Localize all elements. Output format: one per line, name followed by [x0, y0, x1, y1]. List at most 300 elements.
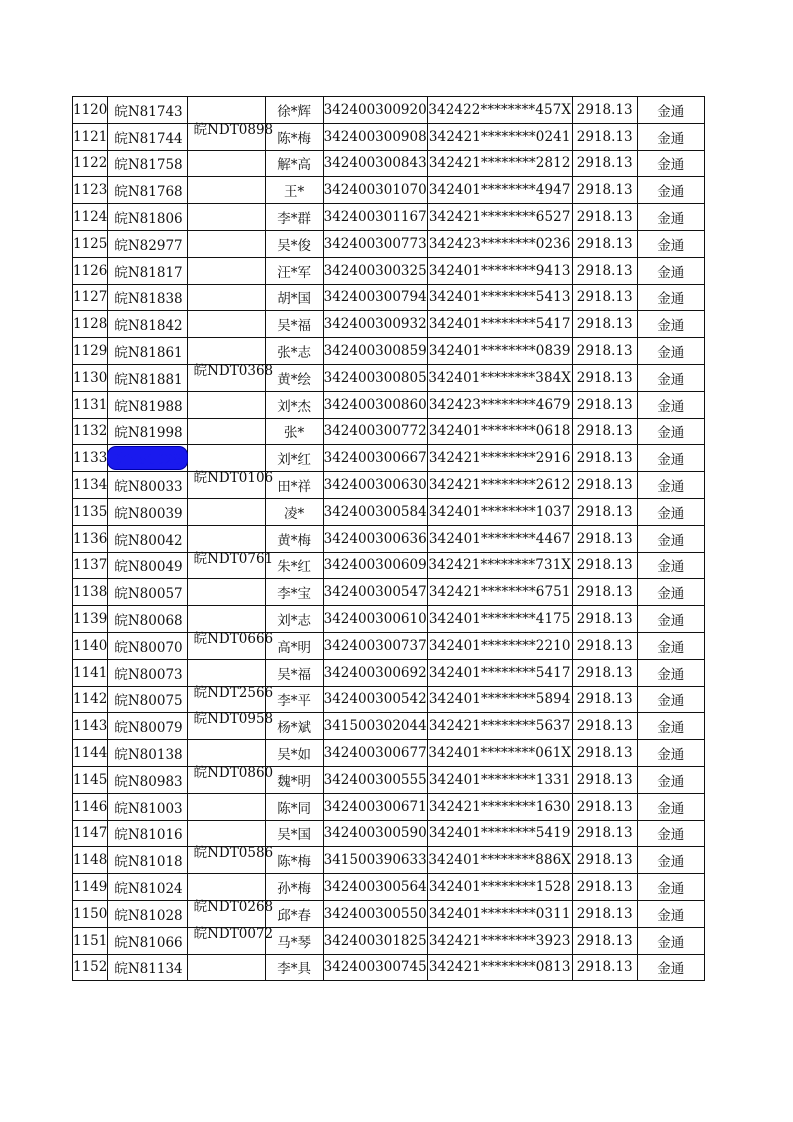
name-cell[interactable]: 吴*国: [265, 820, 323, 847]
table-row[interactable]: [73, 364, 705, 391]
plate-cell[interactable]: 皖N80075: [108, 686, 187, 713]
table-row[interactable]: [73, 552, 705, 579]
data-table: [72, 96, 705, 981]
code-cell[interactable]: [187, 793, 265, 820]
amount-cell[interactable]: 2918.13: [572, 418, 637, 445]
plate-cell[interactable]: 皖N80138: [108, 740, 187, 767]
bank-cell[interactable]: 金通: [637, 606, 704, 633]
bank-cell[interactable]: 金通: [637, 874, 704, 901]
row-index-cell[interactable]: 1137: [73, 552, 108, 579]
id-number-cell[interactable]: 342401********384X: [427, 364, 572, 391]
account-cell[interactable]: 342400300920: [323, 97, 427, 124]
amount-cell[interactable]: 2918.13: [572, 579, 637, 606]
name-cell[interactable]: 杨*斌: [265, 713, 323, 740]
table-row[interactable]: [73, 257, 705, 284]
account-cell[interactable]: 342400300745: [323, 954, 427, 981]
row-index-cell[interactable]: 1144: [73, 740, 108, 767]
bank-cell[interactable]: 金通: [637, 900, 704, 927]
table-row[interactable]: [73, 472, 705, 499]
name-cell[interactable]: 田*祥: [265, 472, 323, 499]
bank-cell[interactable]: 金通: [637, 338, 704, 365]
account-cell[interactable]: 342400300737: [323, 632, 427, 659]
amount-cell[interactable]: 2918.13: [572, 284, 637, 311]
table-row[interactable]: [73, 123, 705, 150]
account-cell[interactable]: 342400300932: [323, 311, 427, 338]
account-cell[interactable]: 342400300555: [323, 766, 427, 793]
plate-cell[interactable]: 皖N81134: [108, 954, 187, 981]
row-index-cell[interactable]: 1142: [73, 686, 108, 713]
id-number-cell[interactable]: 342401********061X: [427, 740, 572, 767]
row-index-cell[interactable]: 1147: [73, 820, 108, 847]
table-row[interactable]: [73, 927, 705, 954]
bank-cell[interactable]: 金通: [637, 123, 704, 150]
row-index-cell[interactable]: 1148: [73, 847, 108, 874]
row-index-cell[interactable]: 1129: [73, 338, 108, 365]
plate-cell[interactable]: 皖N80042: [108, 525, 187, 552]
bank-cell[interactable]: 金通: [637, 257, 704, 284]
code-text: 皖NDT0898: [193, 121, 274, 138]
id-number-cell[interactable]: 342401********0618: [427, 418, 572, 445]
name-cell[interactable]: 解*高: [265, 150, 323, 177]
bank-cell[interactable]: 金通: [637, 177, 704, 204]
id-number-cell[interactable]: 342401********2210: [427, 632, 572, 659]
row-index-cell[interactable]: 1126: [73, 257, 108, 284]
name-cell[interactable]: 李*具: [265, 954, 323, 981]
id-number-cell[interactable]: 342421********2612: [427, 472, 572, 499]
account-cell[interactable]: 342400300671: [323, 793, 427, 820]
id-number-cell[interactable]: 342401********1528: [427, 874, 572, 901]
id-number-cell[interactable]: 342401********4467: [427, 525, 572, 552]
id-number-cell[interactable]: 342421********1630: [427, 793, 572, 820]
code-cell[interactable]: [187, 311, 265, 338]
plate-cell[interactable]: 皖N81861: [108, 338, 187, 365]
amount-cell[interactable]: 2918.13: [572, 338, 637, 365]
table-row[interactable]: [73, 525, 705, 552]
code-text: 皖NDT0586: [193, 845, 274, 862]
code-cell[interactable]: [187, 362, 274, 391]
code-cell[interactable]: [187, 257, 265, 284]
row-index-cell[interactable]: 1134: [73, 472, 108, 499]
id-number-cell[interactable]: 342421********731X: [427, 552, 572, 579]
amount-cell[interactable]: 2918.13: [572, 204, 637, 231]
bank-cell[interactable]: 金通: [637, 686, 704, 713]
code-text: 皖NDT0268: [193, 898, 274, 915]
id-number-cell[interactable]: 342401********0311: [427, 900, 572, 927]
name-cell[interactable]: 徐*辉: [265, 97, 323, 124]
plate-cell[interactable]: 皖N81842: [108, 311, 187, 338]
row-index-cell[interactable]: 1140: [73, 632, 108, 659]
row-index-cell[interactable]: 1124: [73, 204, 108, 231]
account-cell[interactable]: 342400300859: [323, 338, 427, 365]
name-cell[interactable]: 陈*梅: [265, 847, 323, 874]
amount-cell[interactable]: 2918.13: [572, 311, 637, 338]
code-cell[interactable]: [187, 204, 265, 231]
plate-cell[interactable]: 皖N82977: [108, 230, 187, 257]
id-number-cell[interactable]: 342421********6751: [427, 579, 572, 606]
plate-cell[interactable]: 皖N81838: [108, 284, 187, 311]
id-number-cell[interactable]: 342401********9413: [427, 257, 572, 284]
bank-cell[interactable]: 金通: [637, 472, 704, 499]
table-row[interactable]: [73, 311, 705, 338]
row-index-cell[interactable]: 1120: [73, 97, 108, 124]
plate-cell[interactable]: 皖N81016: [108, 820, 187, 847]
plate-cell[interactable]: 皖N81817: [108, 257, 187, 284]
table-row[interactable]: [73, 338, 705, 365]
bank-cell[interactable]: 金通: [637, 713, 704, 740]
name-cell[interactable]: 黄*绘: [265, 364, 323, 391]
code-cell[interactable]: [187, 579, 265, 606]
plate-cell[interactable]: 皖N80049: [108, 552, 187, 579]
plate-cell[interactable]: 皖N81744: [108, 123, 187, 150]
code-cell[interactable]: [187, 121, 274, 150]
row-index-cell[interactable]: 1149: [73, 874, 108, 901]
row-index-cell[interactable]: 1133: [73, 445, 108, 472]
bank-cell[interactable]: 金通: [637, 847, 704, 874]
table-row[interactable]: [73, 150, 705, 177]
table-row[interactable]: [73, 632, 705, 659]
account-cell[interactable]: 342400300773: [323, 230, 427, 257]
amount-cell[interactable]: 2918.13: [572, 820, 637, 847]
account-cell[interactable]: 342400300550: [323, 900, 427, 927]
account-cell[interactable]: 342400300610: [323, 606, 427, 633]
account-cell[interactable]: 342400300609: [323, 552, 427, 579]
account-cell[interactable]: 342400300630: [323, 472, 427, 499]
code-cell[interactable]: [187, 925, 274, 954]
id-number-cell[interactable]: 342422********457X: [427, 97, 572, 124]
plate-cell[interactable]: 皖N81998: [108, 418, 187, 445]
table-row[interactable]: [73, 686, 705, 713]
account-cell[interactable]: 342400300843: [323, 150, 427, 177]
amount-cell[interactable]: 2918.13: [572, 150, 637, 177]
id-number-cell[interactable]: 342421********0241: [427, 123, 572, 150]
amount-cell[interactable]: 2918.13: [572, 472, 637, 499]
bank-cell[interactable]: 金通: [637, 204, 704, 231]
name-cell[interactable]: 邱*春: [265, 900, 323, 927]
table-row[interactable]: [73, 954, 705, 981]
code-text: 皖NDT2566: [193, 684, 274, 701]
plate-cell[interactable]: 皖N81881: [108, 364, 187, 391]
row-index-cell[interactable]: 1122: [73, 150, 108, 177]
plate-cell[interactable]: 皖N80033: [108, 472, 187, 499]
table-row[interactable]: [73, 230, 705, 257]
plate-cell[interactable]: 皖N80068: [108, 606, 187, 633]
row-index-cell[interactable]: 1130: [73, 364, 108, 391]
id-number-cell[interactable]: 342401********5417: [427, 311, 572, 338]
account-cell[interactable]: 342400300794: [323, 284, 427, 311]
bank-cell[interactable]: 金通: [637, 445, 704, 472]
account-cell[interactable]: 342400301167: [323, 204, 427, 231]
plate-cell[interactable]: 皖N81806: [108, 204, 187, 231]
row-index-cell[interactable]: 1145: [73, 766, 108, 793]
account-cell[interactable]: 342400300860: [323, 391, 427, 418]
table-row[interactable]: [73, 659, 705, 686]
name-cell[interactable]: 陈*梅: [265, 123, 323, 150]
bank-cell[interactable]: 金通: [637, 927, 704, 954]
id-number-cell[interactable]: 342401********5417: [427, 659, 572, 686]
id-number-cell[interactable]: 342421********5637: [427, 713, 572, 740]
name-cell[interactable]: 吴*俊: [265, 230, 323, 257]
bank-cell[interactable]: 金通: [637, 418, 704, 445]
amount-cell[interactable]: 2918.13: [572, 552, 637, 579]
table-row[interactable]: [73, 204, 705, 231]
amount-cell[interactable]: 2918.13: [572, 391, 637, 418]
code-cell[interactable]: [187, 630, 274, 659]
amount-cell[interactable]: 2918.13: [572, 123, 637, 150]
amount-cell[interactable]: 2918.13: [572, 686, 637, 713]
code-cell[interactable]: [187, 284, 265, 311]
plate-cell[interactable]: 皖N80073: [108, 659, 187, 686]
code-cell[interactable]: [187, 418, 265, 445]
bank-cell[interactable]: 金通: [637, 364, 704, 391]
code-text: 皖NDT0106: [193, 470, 274, 487]
amount-cell[interactable]: 2918.13: [572, 927, 637, 954]
bank-cell[interactable]: 金通: [637, 793, 704, 820]
code-cell[interactable]: [187, 954, 265, 981]
plate-cell[interactable]: 皖N80057: [108, 579, 187, 606]
bank-cell[interactable]: 金通: [637, 659, 704, 686]
code-text: 皖NDT0761: [193, 550, 274, 567]
row-index-cell[interactable]: 1125: [73, 230, 108, 257]
highlighted-plate: 皖N80028: [108, 447, 186, 469]
code-text: 皖NDT0958: [193, 711, 274, 728]
name-cell[interactable]: 陈*同: [265, 793, 323, 820]
table-row[interactable]: [73, 97, 705, 124]
account-cell[interactable]: 342400301070: [323, 177, 427, 204]
name-cell[interactable]: 凌*: [265, 498, 323, 525]
bank-cell[interactable]: 金通: [637, 552, 704, 579]
id-number-cell[interactable]: 342423********4679: [427, 391, 572, 418]
amount-cell[interactable]: 2918.13: [572, 847, 637, 874]
row-index-cell[interactable]: 1146: [73, 793, 108, 820]
bank-cell[interactable]: 金通: [637, 97, 704, 124]
bank-cell[interactable]: 金通: [637, 740, 704, 767]
row-index-cell[interactable]: 1150: [73, 900, 108, 927]
bank-cell[interactable]: 金通: [637, 632, 704, 659]
amount-cell[interactable]: 2918.13: [572, 793, 637, 820]
table-row[interactable]: [73, 793, 705, 820]
code-cell[interactable]: [187, 230, 265, 257]
amount-cell[interactable]: 2918.13: [572, 97, 637, 124]
bank-cell[interactable]: 金通: [637, 766, 704, 793]
code-cell[interactable]: [187, 764, 274, 793]
name-cell[interactable]: 黄*梅: [265, 525, 323, 552]
plate-cell[interactable]: 皖N81003: [108, 793, 187, 820]
account-cell[interactable]: 342400300547: [323, 579, 427, 606]
amount-cell[interactable]: 2918.13: [572, 177, 637, 204]
name-cell[interactable]: 张*志: [265, 338, 323, 365]
row-index-cell[interactable]: 1143: [73, 713, 108, 740]
id-number-cell[interactable]: 342401********5894: [427, 686, 572, 713]
code-cell[interactable]: [187, 498, 265, 525]
amount-cell[interactable]: 2918.13: [572, 606, 637, 633]
code-text: 皖NDT0860: [193, 764, 274, 781]
amount-cell[interactable]: 2918.13: [572, 525, 637, 552]
name-cell[interactable]: 吴*福: [265, 311, 323, 338]
row-index-cell[interactable]: 1123: [73, 177, 108, 204]
bank-cell[interactable]: 金通: [637, 525, 704, 552]
amount-cell[interactable]: 2918.13: [572, 632, 637, 659]
table-row[interactable]: [73, 284, 705, 311]
amount-cell[interactable]: 2918.13: [572, 900, 637, 927]
amount-cell[interactable]: 2918.13: [572, 713, 637, 740]
name-cell[interactable]: 马*琴: [265, 927, 323, 954]
name-cell[interactable]: 李*平: [265, 686, 323, 713]
code-cell[interactable]: [187, 845, 274, 874]
row-index-cell[interactable]: 1152: [73, 954, 108, 981]
account-cell[interactable]: 342400300325: [323, 257, 427, 284]
name-cell[interactable]: 高*明: [265, 632, 323, 659]
plate-cell[interactable]: 皖N81988: [108, 391, 187, 418]
code-cell[interactable]: [187, 550, 274, 579]
account-cell[interactable]: 342400300805: [323, 364, 427, 391]
code-cell[interactable]: [187, 177, 265, 204]
account-cell[interactable]: 342400300772: [323, 418, 427, 445]
amount-cell[interactable]: 2918.13: [572, 498, 637, 525]
name-cell[interactable]: 张*: [265, 418, 323, 445]
account-cell[interactable]: 341500302044: [323, 713, 427, 740]
id-number-cell[interactable]: 342401********886X: [427, 847, 572, 874]
amount-cell[interactable]: 2918.13: [572, 874, 637, 901]
account-cell[interactable]: 342400300677: [323, 740, 427, 767]
name-cell[interactable]: 刘*红: [265, 445, 323, 472]
account-cell[interactable]: 342400300564: [323, 874, 427, 901]
row-index-cell[interactable]: 1131: [73, 391, 108, 418]
id-number-cell[interactable]: 342423********0236: [427, 230, 572, 257]
row-index-cell[interactable]: 1138: [73, 579, 108, 606]
code-cell[interactable]: [187, 711, 274, 740]
amount-cell[interactable]: 2918.13: [572, 257, 637, 284]
plate-cell[interactable]: 皖N81018: [108, 847, 187, 874]
id-number-cell[interactable]: 342421********2812: [427, 150, 572, 177]
name-cell[interactable]: 王*: [265, 177, 323, 204]
amount-cell[interactable]: 2918.13: [572, 766, 637, 793]
row-index-cell[interactable]: 1136: [73, 525, 108, 552]
row-index-cell[interactable]: 1128: [73, 311, 108, 338]
account-cell[interactable]: 342400300667: [323, 445, 427, 472]
row-index-cell[interactable]: 1139: [73, 606, 108, 633]
table-row[interactable]: [73, 847, 705, 874]
bank-cell[interactable]: 金通: [637, 284, 704, 311]
name-cell[interactable]: 吴*福: [265, 659, 323, 686]
row-index-cell[interactable]: 1121: [73, 123, 108, 150]
plate-cell[interactable]: 皖N81758: [108, 150, 187, 177]
name-cell[interactable]: 李*宝: [265, 579, 323, 606]
account-cell[interactable]: 342400300692: [323, 659, 427, 686]
bank-cell[interactable]: 金通: [637, 820, 704, 847]
name-cell[interactable]: 刘*杰: [265, 391, 323, 418]
code-text: 皖NDT0072: [193, 925, 274, 942]
account-cell[interactable]: 342400300636: [323, 525, 427, 552]
code-cell[interactable]: [187, 470, 274, 499]
id-number-cell[interactable]: 342421********3923: [427, 927, 572, 954]
table-row[interactable]: [73, 177, 705, 204]
amount-cell[interactable]: 2918.13: [572, 230, 637, 257]
plate-cell[interactable]: 皖N80039: [108, 498, 187, 525]
id-number-cell[interactable]: 342401********4175: [427, 606, 572, 633]
id-number-cell[interactable]: 342401********1037: [427, 498, 572, 525]
bank-cell[interactable]: 金通: [637, 230, 704, 257]
plate-cell[interactable]: [108, 445, 187, 472]
account-cell[interactable]: 342400300542: [323, 686, 427, 713]
id-number-cell[interactable]: 342401********0839: [427, 338, 572, 365]
row-index-cell[interactable]: 1135: [73, 498, 108, 525]
account-cell[interactable]: 342400300590: [323, 820, 427, 847]
amount-cell[interactable]: 2918.13: [572, 954, 637, 981]
table-row[interactable]: [73, 740, 705, 767]
table-row[interactable]: [73, 391, 705, 418]
plate-cell[interactable]: 皖N80983: [108, 766, 187, 793]
account-cell[interactable]: 342400300584: [323, 498, 427, 525]
row-index-cell[interactable]: 1132: [73, 418, 108, 445]
id-number-cell[interactable]: 342421********6527: [427, 204, 572, 231]
table-row[interactable]: [73, 900, 705, 927]
id-number-cell[interactable]: 342401********4947: [427, 177, 572, 204]
amount-cell[interactable]: 2918.13: [572, 740, 637, 767]
name-cell[interactable]: 刘*志: [265, 606, 323, 633]
amount-cell[interactable]: 2918.13: [572, 659, 637, 686]
plate-cell[interactable]: 皖N80079: [108, 713, 187, 740]
name-cell[interactable]: 汪*军: [265, 257, 323, 284]
code-cell[interactable]: [187, 150, 265, 177]
name-cell[interactable]: 吴*如: [265, 740, 323, 767]
id-number-cell[interactable]: 342401********5413: [427, 284, 572, 311]
bank-cell[interactable]: 金通: [637, 311, 704, 338]
name-cell[interactable]: 李*群: [265, 204, 323, 231]
table-row[interactable]: [73, 606, 705, 633]
code-cell[interactable]: [187, 391, 265, 418]
code-text: 皖NDT0368: [193, 362, 274, 379]
table-row[interactable]: [73, 579, 705, 606]
account-cell[interactable]: 342400301825: [323, 927, 427, 954]
table-row[interactable]: [73, 498, 705, 525]
table-row[interactable]: [73, 820, 705, 847]
name-cell[interactable]: 朱*红: [265, 552, 323, 579]
id-number-cell[interactable]: 342401********1331: [427, 766, 572, 793]
plate-cell[interactable]: 皖N81024: [108, 874, 187, 901]
plate-cell[interactable]: 皖N81743: [108, 97, 187, 124]
row-index-cell[interactable]: 1127: [73, 284, 108, 311]
name-cell[interactable]: 孙*梅: [265, 874, 323, 901]
id-number-cell[interactable]: 342401********5419: [427, 820, 572, 847]
plate-cell[interactable]: 皖N81066: [108, 927, 187, 954]
plate-cell[interactable]: 皖N81768: [108, 177, 187, 204]
name-cell[interactable]: 魏*明: [265, 766, 323, 793]
bank-cell[interactable]: 金通: [637, 954, 704, 981]
row-index-cell[interactable]: 1141: [73, 659, 108, 686]
row-index-cell[interactable]: 1151: [73, 927, 108, 954]
bank-cell[interactable]: 金通: [637, 391, 704, 418]
amount-cell[interactable]: 2918.13: [572, 364, 637, 391]
id-number-cell[interactable]: 342421********0813: [427, 954, 572, 981]
bank-cell[interactable]: 金通: [637, 579, 704, 606]
amount-cell[interactable]: 2918.13: [572, 445, 637, 472]
table-body: [73, 97, 705, 981]
table-row[interactable]: [73, 713, 705, 740]
plate-cell[interactable]: 皖N81028: [108, 900, 187, 927]
name-cell[interactable]: 胡*国: [265, 284, 323, 311]
table-row[interactable]: [73, 418, 705, 445]
account-cell[interactable]: 341500390633: [323, 847, 427, 874]
account-cell[interactable]: 342400300908: [323, 123, 427, 150]
id-number-cell[interactable]: 342421********2916: [427, 445, 572, 472]
table-row[interactable]: [73, 874, 705, 901]
code-text: 皖NDT0666: [193, 630, 274, 647]
bank-cell[interactable]: 金通: [637, 498, 704, 525]
table-row[interactable]: [73, 766, 705, 793]
table-row[interactable]: [73, 445, 705, 472]
bank-cell[interactable]: 金通: [637, 150, 704, 177]
plate-cell[interactable]: 皖N80070: [108, 632, 187, 659]
